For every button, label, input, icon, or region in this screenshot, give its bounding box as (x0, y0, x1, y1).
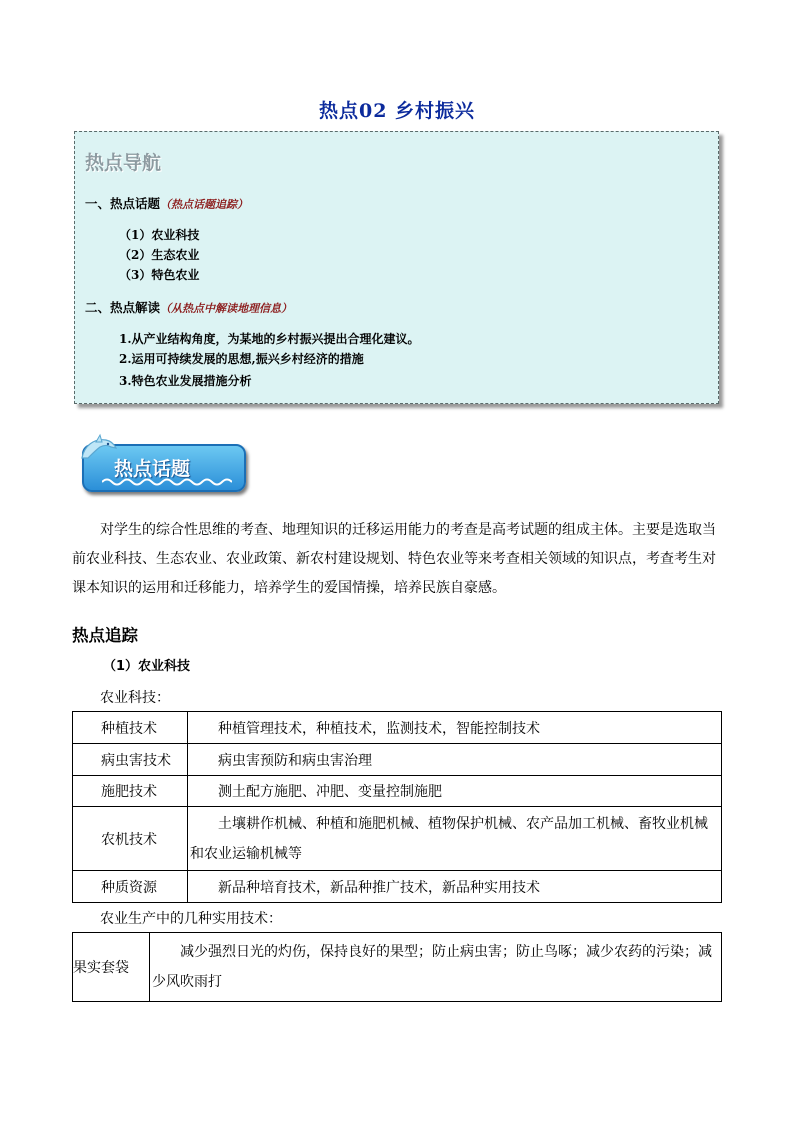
table-value-cell: 测土配方施肥、冲肥、变量控制施肥 (188, 776, 722, 807)
table-row (73, 712, 722, 744)
table-row (73, 871, 722, 903)
intro-paragraph: 对学生的综合性思维的考查、地理知识的迁移运用能力的考查是高考试题的组成主体。主要是选取当前农业科技、生态农业、农业政策、新农村建设规划、特色农业等来考查相关领域的知识点，考查考生对课本知识的运用和迁移能力，培养学生的爱国情操，培养民族自豪感。 (72, 522, 716, 596)
dolphin-icon (78, 432, 118, 466)
wave-decoration-icon (102, 476, 232, 488)
section-title: 热点追踪 (72, 626, 138, 645)
nav-section-interpretation-note: （从热点中解读地理信息） (160, 302, 293, 315)
badge-label: 热点话题 (114, 458, 191, 480)
nav-section-interpretation-label: 二、热点解读 (85, 300, 161, 315)
table-row (73, 807, 722, 871)
table1-label: 农业科技： (100, 690, 170, 706)
nav-heading: 热点导航 (85, 152, 162, 174)
nav-point-item: 1.从产业结构角度，为某地的乡村振兴提出合理化建议。 (119, 332, 420, 346)
table-value-cell: 病虫害预防和病虫害治理 (188, 744, 722, 776)
table-key-cell: 施肥技术 (73, 776, 188, 807)
page-title: 热点02 乡村振兴 (318, 100, 476, 122)
subsection-title: （1）农业科技 (103, 659, 191, 674)
nav-topic-item: （1）农业科技 (119, 228, 200, 242)
nav-section-interpretation (85, 298, 292, 316)
nav-point-item: 3.特色农业发展措施分析 (119, 374, 252, 388)
nav-section-topics (85, 194, 248, 212)
table-key-cell: 农机技术 (73, 807, 188, 871)
table-row (73, 776, 722, 807)
table-value-cell: 种植管理技术，种植技术，监测技术，智能控制技术 (188, 712, 722, 744)
table-row (73, 933, 722, 1002)
practical-tech-table (72, 932, 722, 1002)
table-row (73, 744, 722, 776)
nav-point-item: 2.运用可持续发展的思想,振兴乡村经济的措施 (119, 352, 364, 366)
table-key-cell: 种质资源 (73, 871, 188, 903)
nav-section-topics-label: 一、热点话题 (85, 196, 161, 211)
table-value-cell: 减少强烈日光的灼伤，保持良好的果型；防止病虫害；防止鸟啄；减少农药的污染；减少风吹雨打 (150, 933, 722, 1002)
hotspot-navigation-box (74, 131, 719, 404)
agri-tech-table (72, 711, 722, 903)
table-key-cell: 病虫害技术 (73, 744, 188, 776)
table-value-cell: 新品种培育技术，新品种推广技术，新品种实用技术 (188, 871, 722, 903)
nav-topic-item: （2）生态农业 (119, 248, 200, 262)
table-key-cell: 种植技术 (73, 712, 188, 744)
nav-section-topics-note: （热点话题追踪） (160, 198, 249, 211)
table-key-cell: 果实套袋 (73, 933, 150, 1002)
table2-label: 农业生产中的几种实用技术： (100, 911, 282, 927)
hot-topic-badge (78, 432, 248, 496)
nav-topic-item: （3）特色农业 (119, 268, 200, 282)
table-value-cell: 土壤耕作机械、种植和施肥机械、植物保护机械、农产品加工机械、畜牧业机械和农业运输机械等 (188, 807, 722, 871)
